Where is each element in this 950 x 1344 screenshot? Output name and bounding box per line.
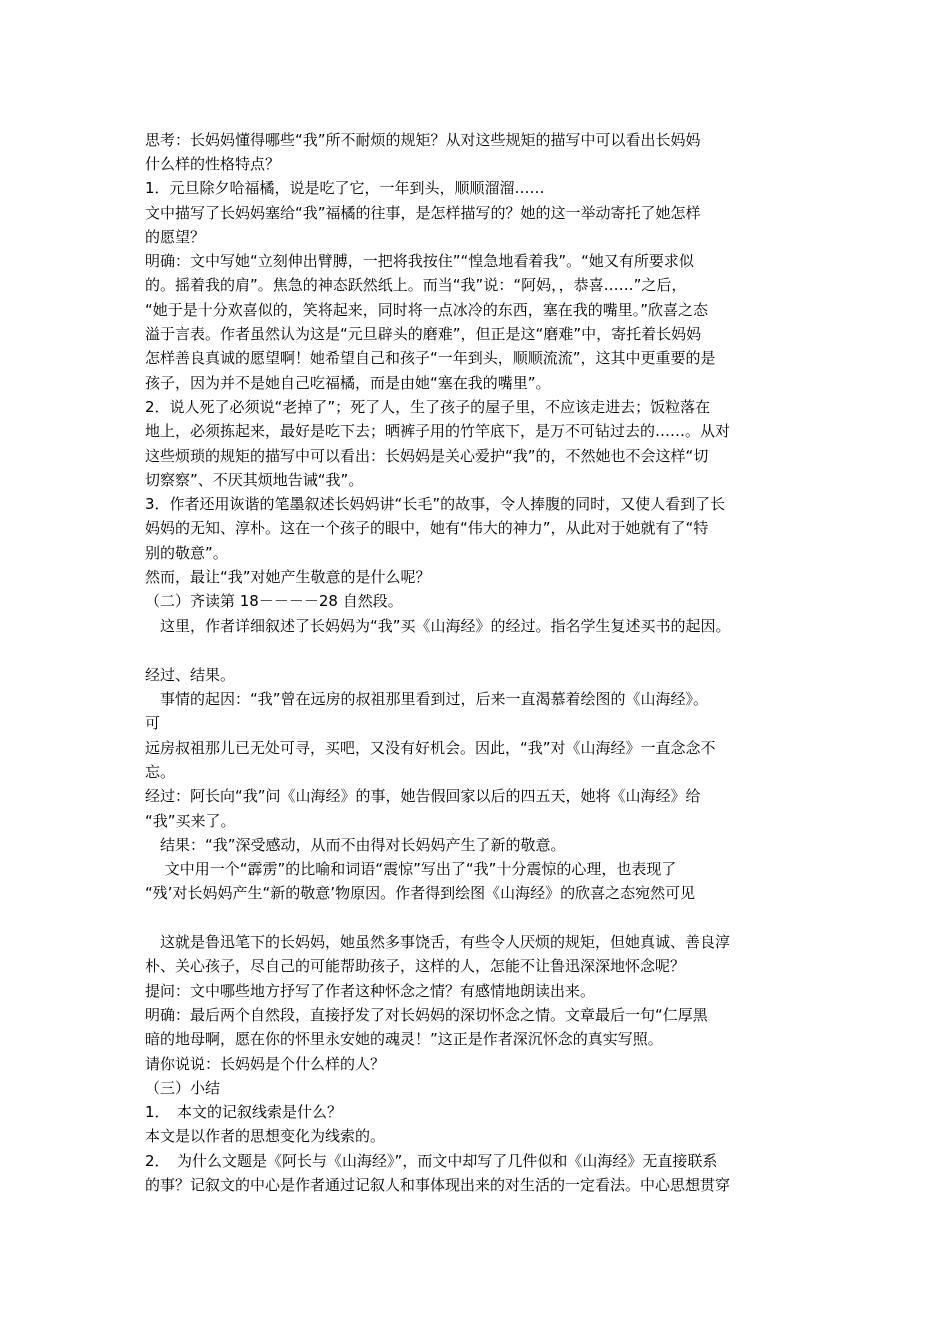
- text-line: 2． 为什么文题是《阿长与《山海经》”，而文中却写了几件似和《山海经》无直接联系: [145, 1152, 718, 1170]
- text-line: 别的敬意”。: [145, 544, 228, 562]
- text-line: 1．元旦除夕哈福橘，说是吃了它，一年到头，顺顺溜溜……: [145, 179, 545, 197]
- text-line: 怎样善良真诚的愿望啊！她希望自己和孩子“一年到头，顺顺流流”，这其中更重要的是: [145, 349, 716, 367]
- text-line: 什么样的性格特点？: [145, 155, 281, 173]
- text-line: 的。摇着我的肩”。焦急的神态跃然纸上。而当“我”说：“阿妈，，恭喜……”之后，: [145, 276, 687, 294]
- text-line: 经过、结果。: [145, 666, 236, 684]
- text-line: 忘。: [145, 763, 176, 781]
- text-line: 朴、关心孩子，尽自己的可能帮助孩子，这样的人，怎能不让鲁迅深深地怀念呢？: [145, 957, 686, 975]
- section-heading: （二）齐读第 18－－－－28 自然段。: [145, 592, 403, 610]
- text-line: 文中描写了长妈妈塞给“我”福橘的往事，是怎样描写的？她的这一举动寄托了她怎样: [145, 204, 701, 222]
- section-heading: （三）小结: [145, 1079, 221, 1097]
- text-line: 本文是以作者的思想变化为线索的。: [145, 1127, 386, 1145]
- text-line: 提问：文中哪些地方抒写了作者这种怀念之情？有感情地朗读出来。: [145, 982, 596, 1000]
- text-line: 远房叔祖那儿已无处可寻，买吧，又没有好机会。因此，“我”对《山海经》一直念念不: [145, 739, 716, 757]
- text-line: 孩子，因为并不是她自己吃福橘，而是由她“塞在我的嘴里”。: [145, 374, 551, 392]
- text-line: 明确：最后两个自然段，直接抒发了对长妈妈的深切怀念之情。文章最后一句“仁厚黑: [145, 1006, 708, 1024]
- text-line: 然而，最让“我”对她产生敬意的是什么呢？: [145, 568, 431, 586]
- text-line: 请你说说：长妈妈是个什么样的人？: [145, 1055, 386, 1073]
- text-line: 明确：文中写她“立刻伸出臂膊，一把将我按住”“惶急地看着我”。“她又有所要求似: [145, 252, 694, 270]
- text-line: “残’对长妈妈产生“新的敬意’物原因。作者得到绘图《山海经》的欣喜之态宛然可见: [145, 884, 696, 902]
- text-line: 1． 本文的记叙线索是什么？: [145, 1103, 343, 1121]
- text-line: 切察察”、不厌其烦地告诫“我”。: [145, 471, 364, 489]
- text-line: 溢于言表。作者虽然认为这是“元旦辟头的磨难”，但正是这“磨难”中，寄托着长妈妈: [145, 325, 702, 343]
- text-line: 这里，作者详细叙述了长妈妈为“我”买《山海经》的经过。指名学生复述买书的起因。: [145, 617, 731, 635]
- text-line: 3．作者还用诙谐的笔墨叙述长妈妈讲“长毛”的故事，令人捧腹的同时，又使人看到了长: [145, 495, 726, 513]
- text-line: 暗的地母啊，愿在你的怀里永安她的魂灵！”这正是作者深沉怀念的真实写照。: [145, 1030, 663, 1048]
- text-line: “我”买来了。: [145, 812, 236, 830]
- text-line: 可: [145, 714, 161, 732]
- text-line: 地上，必须拣起来，最好是吃下去；晒裤子用的竹竿底下，是万不可钻过去的……。从对: [145, 422, 731, 440]
- text-line: “她于是十分欢喜似的，笑将起来，同时将一点冰冷的东西，塞在我的嘴里。”欣喜之态: [145, 301, 709, 319]
- text-line: 这就是鲁迅笔下的长妈妈，她虽然多事饶舌，有些令人厌烦的规矩，但她真诚、善良淳: [145, 933, 731, 951]
- text-line: 的事？记叙文的中心是作者通过记叙人和事体现出来的对生活的一定看法。中心思想贯穿: [145, 1176, 731, 1194]
- text-line: 妈妈的无知、淳朴。这在一个孩子的眼中，她有“伟大的神力”，从此对于她就有了“特: [145, 519, 709, 537]
- text-line: 文中用一个“霹雳”的比喻和词语“震惊”写出了“我”十分震惊的心理，也表现了: [145, 860, 677, 878]
- text-line: 事情的起因：“我”曾在远房的叔祖那里看到过，后来一直渴慕着绘图的《山海经》。: [145, 690, 709, 708]
- text-line: 这些烦琐的规矩的描写中可以看出：长妈妈是关心爱护“我”的，不然她也不会这样“切: [145, 447, 709, 465]
- text-line: 2．说人死了必须说“老掉了”；死了人，生了孩子的屋子里，不应该走进去；饭粒落在: [145, 398, 711, 416]
- text-line: 经过：阿长向“我”问《山海经》的事，她告假回家以后的四五天，她将《山海经》给: [145, 787, 701, 805]
- text-line: 结果：“我”深受感动，从而不由得对长妈妈产生了新的敬意。: [145, 836, 566, 854]
- text-line: 的愿望？: [145, 228, 206, 246]
- text-line: 思考：长妈妈懂得哪些“我”所不耐烦的规矩？从对这些规矩的描写中可以看出长妈妈: [145, 131, 701, 149]
